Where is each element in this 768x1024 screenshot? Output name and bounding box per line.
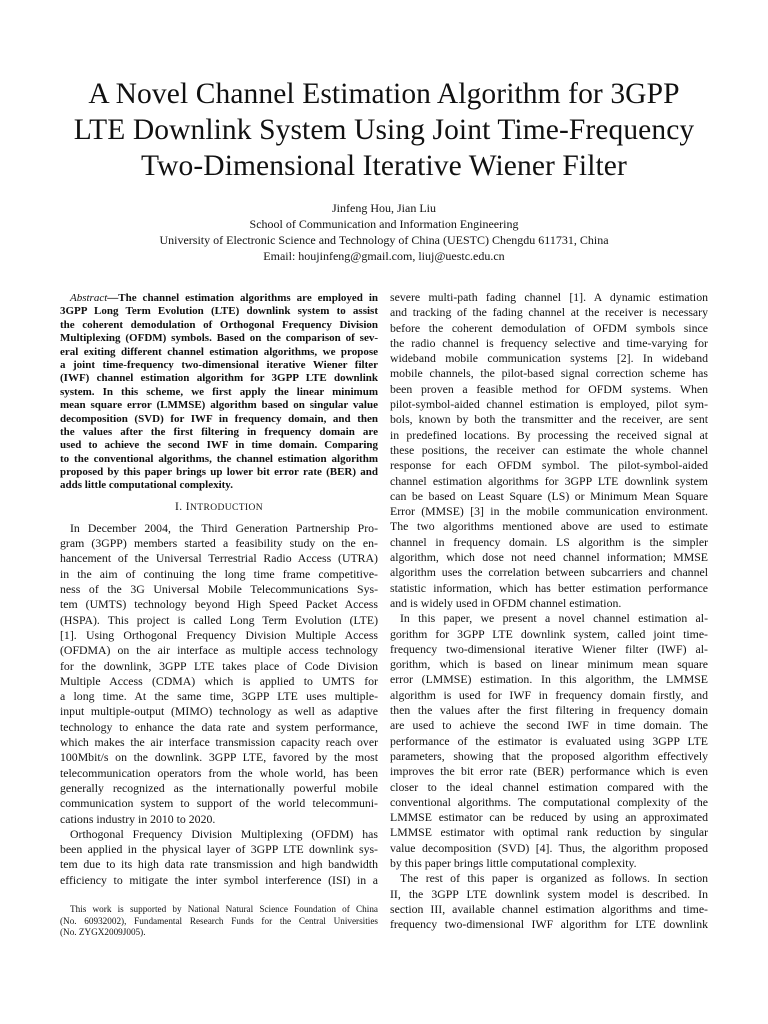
paragraph [60,521,378,827]
abstract-line: Multiplexing (OFDM) symbols. Based on the comparison of sev- [60,332,378,345]
text-line: algorithm uses the correlation between subcarriers and channel [390,565,708,580]
text-line: then the values after the first filtering in frequency domain [390,703,708,718]
text-line: algorithm is used for IWF in frequency domain firstly, and [390,687,708,702]
text-line: bols, known by both the transmitter and the receiver, are sent [390,412,708,427]
text-line: in the aim of continuing the long time frame competitive- [60,566,378,581]
text-line: gorithm, which is based on linear minimum mean square [390,657,708,672]
text-line: Error (MMSE) [3] in the mobile communication environment. [390,504,708,519]
text-line: mobile channels, the pilot-based signal correction scheme has [390,366,708,381]
text-line: (OFDMA) on the air interface as multiple access technology [60,643,378,658]
text-line: are used to achieve the second IWF in time domain. The [390,718,708,733]
text-line: which makes the air interface transmission capacity reach over [60,735,378,750]
author-block [40,200,728,264]
text-line: II, the 3GPP LTE downlink system model is described. In [390,886,708,901]
footnote [60,904,378,939]
text-line: frequency two-dimensional IWF algorithm for LTE downlink [390,917,708,932]
text-line: LMMSE estimator can be reduced by using an approximated [390,810,708,825]
text-line: by this paper brings little computational complexity. [390,855,637,870]
abstract-line: the values after the first filtering in frequency domain are [60,425,378,438]
text-line: statistic information, which has better estimation performance [390,580,708,595]
text-line: (HSPA). This project is called Long Term Evolution (LTE) [60,612,378,627]
abstract-line: mean square error (LMMSE) algorithm based on singular value [60,399,378,412]
text-line: a long time. At the same time, 3GPP LTE uses multiple- [60,689,378,704]
abstract-line: decomposition (SVD) for IWF in frequency domain, and then [60,412,378,425]
abstract-line: a joint time-frequency two-dimensional iterative Wiener filter [60,358,378,371]
abstract-line: the coherent demodulation of Orthogonal Frequency Division [60,318,378,331]
text-line: hancement of the Universal Terrestrial Radio Access (UTRA) [60,551,378,566]
text-line: technology to enhance the data rate and system performance, [60,719,378,734]
text-line: generally recognized as the internationally powerful mobile [60,780,378,795]
footnote-line: (No. ZYGX2009J005). [60,927,146,938]
text-line: channel in frequency domain. LS algorithm is the simpler [390,534,708,549]
text-line: before the coherent demodulation of OFDM symbols since [390,320,708,335]
abstract-line: eral exiting different channel estimation algorithms, we propose [60,345,378,358]
text-line: Multiple Access (CDMA) which is applied to UMTS for [60,673,378,688]
abstract [60,292,378,493]
text-line: been applied in the physical layer of 3GPP LTE downlink sys- [60,842,378,857]
text-line: frequency two-dimensional iterative Wiener filter (IWF) al- [390,641,708,656]
abstract-line: to the conventional algorithms, the channel estimation algorithm [60,452,378,465]
title-line: Two-Dimensional Iterative Wiener Filter [141,150,627,182]
text-line: conventional algorithms. The computational complexity of the [390,794,708,809]
section-heading-introduction: I. INTRODUCTION [174,500,264,513]
text-line: cations industry in 2010 to 2020. [60,811,216,826]
text-line: in predefined locations. By processing the received signal at [390,427,708,442]
text-line: error (LMMSE) estimation. In this algorithm, the LMMSE [390,672,708,687]
text-line: Orthogonal Frequency Division Multiplexing (OFDM) has [70,826,378,841]
text-line: response for each OFDM symbol. The pilot-symbol-aided [390,458,708,473]
paragraph [390,871,708,932]
left-body [60,521,378,888]
paper-title [40,76,728,184]
abstract-line: used to achieve the second IWF in time domain. Comparing [60,439,378,452]
text-line: parameters, showing that the proposed algorithm effectively [390,748,708,763]
text-line: tem due to its high data rate transmission and high bandwidth [60,857,378,872]
title-line: LTE Downlink System Using Joint Time-Frequency [73,114,695,146]
text-line: The two algorithms mentioned above are used to estimate [390,519,708,534]
footnote-line: (No. 60932002), Fundamental Research Funds for the Central Universities [60,915,378,926]
author-school: School of Communication and Information Engineering [249,217,519,231]
text-line: and tracking of the fading channel at the receiver is necessary [390,305,708,320]
text-line: been proven a feasible method for OFDM systems. When [390,381,708,396]
abstract-first-line: —The channel estimation algorithms are employed in [107,292,378,304]
text-line: can be based on Least Square (LS) or Minimum Mean Square [390,488,708,503]
text-line: 100Mbit/s on the downlink. 3GPP LTE, favored by the most [60,750,378,765]
text-line: these positions, the receiver can estimate the whole channel [390,442,708,457]
text-line: In December 2004, the Third Generation Partnership Pro- [70,520,378,535]
text-line: telecommunication operators from the whole world, has been [60,765,378,780]
left-column [60,292,378,888]
text-line: value decomposition (SVD) [4]. Thus, the algorithm proposed [390,840,708,855]
author-names: Jinfeng Hou, Jian Liu [332,201,436,215]
abstract-lead: Abstract [70,292,108,304]
text-line: gorithm for 3GPP LTE downlink system, called joint time- [390,626,708,641]
text-line: the radio channel is frequency selective and time-varying for [390,335,708,350]
text-line: [1]. Using Orthogonal Frequency Division Multiple Access [60,627,378,642]
abstract-line: proposed by this paper brings up lower bit error rate (BER) and [60,466,378,479]
text-line: performance of the estimator is evaluated using 3GPP LTE [390,733,708,748]
paragraph [390,611,708,871]
text-line: ness of the 3G Universal Mobile Telecommunications Sys- [60,582,378,597]
text-line: pilot-symbol-aided channel estimation is employed, pilot sym- [390,397,708,412]
paragraph [390,290,708,611]
text-line: LMMSE estimator with optimal rank reduction by singular [390,825,708,840]
text-line: improves the bit error rate (BER) performance which is even [390,764,708,779]
text-line: and is widely used in OFDM channel estimation. [390,595,622,610]
text-line: efficiency to mitigate the inter symbol interference (ISI) in a [60,872,378,887]
right-column [390,290,708,932]
text-line: communication system to support of the world telecommuni- [60,796,378,811]
text-line: In this paper, we present a novel channel estimation al- [400,611,708,626]
text-line: channel estimation algorithms for 3GPP LTE downlink system [390,473,708,488]
text-line: for the downlink, 3GPP LTE takes place of Code Division [60,658,378,673]
paragraph [60,827,378,888]
text-line: closer to the ideal channel estimation compared with the [390,779,708,794]
abstract-line: adds little computational complexity. [60,479,233,492]
author-university: University of Electronic Science and Technology of China (UESTC) Chengdu 611731, China [159,233,609,247]
text-line: tem (UMTS) technology beyond High Speed Packet Access [60,597,378,612]
abstract-line: system. In this scheme, we first apply the linear minimum [60,385,378,398]
text-line: input multiple-output (MIMO) technology as well as adaptive [60,704,378,719]
author-email: Email: houjinfeng@gmail.com, liuj@uestc.edu.cn [263,249,505,263]
abstract-line [60,292,378,305]
title-line: A Novel Channel Estimation Algorithm for 3GPP [88,78,680,110]
text-line: The rest of this paper is organized as follows. In section [400,871,708,886]
footnote-line: This work is supported by National Natural Science Foundation of China [70,904,378,914]
text-line: algorithm, which dose not need channel information; MMSE [390,550,708,565]
text-line: gram (3GPP) members started a feasibility study on the en- [60,536,378,551]
text-line: severe multi-path fading channel [1]. A dynamic estimation [390,290,708,304]
text-line: wideband mobile communication systems [2]. In wideband [390,351,708,366]
abstract-line: 3GPP Long Term Evolution (LTE) downlink system to assist [60,305,378,318]
text-line: section III, available channel estimation algorithms and time- [390,901,708,916]
abstract-line: (IWF) channel estimation algorithm for 3GPP LTE downlink [60,372,378,385]
